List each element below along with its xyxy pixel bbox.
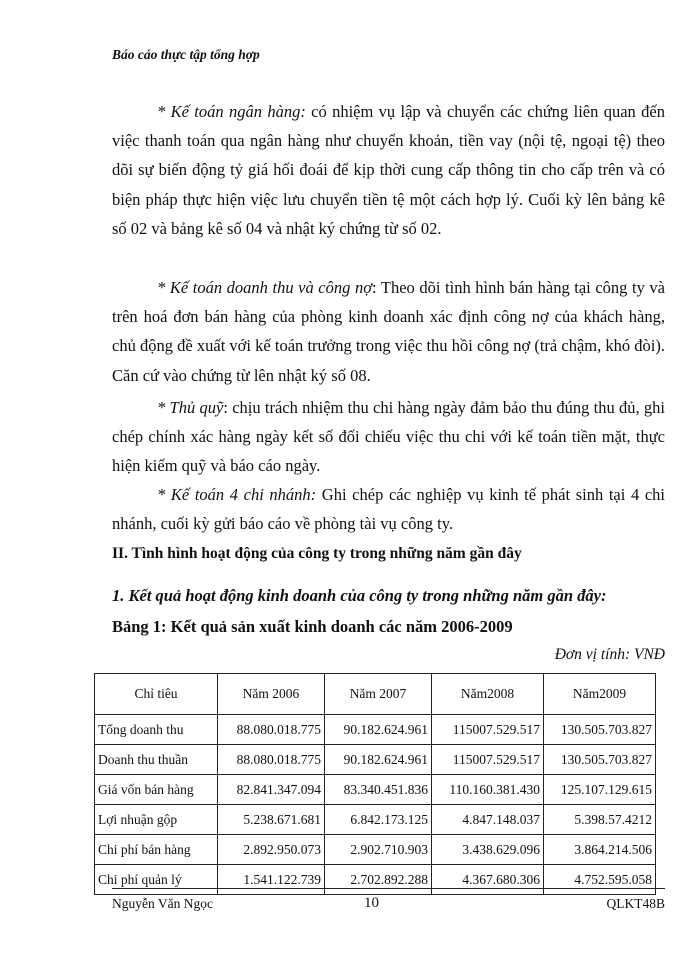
table-cell: 110.160.381.430 bbox=[432, 775, 544, 805]
table-cell: 4.847.148.037 bbox=[432, 805, 544, 835]
table-cell: 82.841.347.094 bbox=[218, 775, 325, 805]
table-cell: 5.238.671.681 bbox=[218, 805, 325, 835]
running-header: Báo cáo thực tập tổng hợp bbox=[112, 47, 260, 62]
page-number: 10 bbox=[364, 895, 379, 911]
table-cell: 1.541.122.739 bbox=[218, 865, 325, 895]
paragraph-revenue-accountant bbox=[112, 273, 665, 390]
table-cell: 3.864.214.506 bbox=[544, 835, 656, 865]
table-cell: 115007.529.517 bbox=[432, 745, 544, 775]
table-row bbox=[95, 835, 656, 865]
footer-divider bbox=[112, 888, 665, 889]
unit-label: Đơn vị tính: VNĐ bbox=[554, 646, 665, 663]
table-cell: 125.107.129.615 bbox=[544, 775, 656, 805]
paragraph-lead: * Thủ quỹ bbox=[157, 398, 224, 417]
paragraph-text: : chịu trách nhiệm thu chi hàng ngày đảm bảo thu đúng thu đủ, ghi chép chính xác hàng ngày kết số đối chiếu việc thu chi với kế toán tiền mặt, thực hiện kiểm quỹ và báo cáo ngày. bbox=[112, 398, 666, 476]
table-row bbox=[95, 805, 656, 835]
header-cell: Năm2008 bbox=[432, 674, 544, 715]
paragraph-lead: * Kế toán 4 chi nhánh: bbox=[157, 485, 317, 504]
table-cell: 3.438.629.096 bbox=[432, 835, 544, 865]
table-cell: Tổng doanh thu bbox=[95, 715, 218, 745]
paragraph-cashier bbox=[112, 393, 665, 481]
table-row bbox=[95, 715, 656, 745]
paragraph-text: có nhiệm vụ lập và chuyển các chứng liên quan đến việc thanh toán qua ngân hàng như chuyển khoản, tiền vay (nội tệ, ngoại tệ) theo dõi sự biến động tỷ giá hối đoái để kịp thời cung cấp thông tin cho cấp trên và có biện pháp thực hiện việc lưu chuyển tiền tệ một cách hợp lý. Cuối kỳ lên bảng kê số 02 và bảng kê số 04 và nhật ký chứng từ số 02. bbox=[112, 102, 665, 238]
footer-class: QLKT48B bbox=[606, 896, 665, 911]
table-cell: 83.340.451.836 bbox=[325, 775, 432, 805]
table-cell: Lợi nhuận gộp bbox=[95, 805, 218, 835]
table-cell: 88.080.018.775 bbox=[218, 745, 325, 775]
table-cell: 2.892.950.073 bbox=[218, 835, 325, 865]
table-row bbox=[95, 745, 656, 775]
table-cell: 2.702.892.288 bbox=[325, 865, 432, 895]
table-cell: 6.842.173.125 bbox=[325, 805, 432, 835]
table-cell: 5.398.57.4212 bbox=[544, 805, 656, 835]
table-cell: 130.505.703.827 bbox=[544, 745, 656, 775]
paragraph-text: Ghi chép các nghiệp vụ kinh tế phát sinh tại 4 chi nhánh, cuối kỳ gửi báo cáo về phòng tài vụ công ty. bbox=[112, 485, 665, 534]
section-heading: II. Tình hình hoạt động của công ty trong những năm gần đây bbox=[112, 545, 522, 562]
table-cell: 115007.529.517 bbox=[432, 715, 544, 745]
table-cell: 88.080.018.775 bbox=[218, 715, 325, 745]
paragraph-text: : Theo dõi tình hình bán hàng tại công ty và trên hoá đơn bán hàng của phòng kinh doanh xác định công nợ của khách hàng, chủ động đề xuất với kế toán trưởng trong việc thu hồi công nợ (trả chậm, khó đòi). Căn cứ vào chứng từ lên nhật ký số 08. bbox=[112, 278, 665, 385]
table-cell: 90.182.624.961 bbox=[325, 745, 432, 775]
table-cell: 2.902.710.903 bbox=[325, 835, 432, 865]
table-row bbox=[95, 865, 656, 895]
paragraph-branch-accountant bbox=[112, 480, 665, 538]
table-cell: Doanh thu thuần bbox=[95, 745, 218, 775]
table-cell: Chi phí bán hàng bbox=[95, 835, 218, 865]
table-row bbox=[95, 775, 656, 805]
paragraph-lead: * Kế toán ngân hàng: bbox=[157, 102, 306, 121]
table-cell: 130.505.703.827 bbox=[544, 715, 656, 745]
paragraph-lead: * Kế toán doanh thu và công nợ bbox=[157, 278, 373, 297]
table-header-row bbox=[95, 674, 656, 715]
table-title: Bảng 1: Kết quả sản xuất kinh doanh các năm 2006-2009 bbox=[112, 617, 513, 636]
subsection-heading: 1. Kết quả hoạt động kinh doanh của công ty trong những năm gần đây: bbox=[112, 586, 607, 605]
table-cell: 4.367.680.306 bbox=[432, 865, 544, 895]
header-cell: Năm2009 bbox=[544, 674, 656, 715]
results-table bbox=[94, 673, 656, 895]
table-cell: 4.752.595.058 bbox=[544, 865, 656, 895]
header-cell: Chỉ tiêu bbox=[95, 674, 218, 715]
table-cell: Giá vốn bán hàng bbox=[95, 775, 218, 805]
table-cell: Chi phí quản lý bbox=[95, 865, 218, 895]
footer-author: Nguyễn Văn Ngọc bbox=[112, 896, 213, 911]
paragraph-bank-accountant bbox=[112, 97, 665, 243]
header-cell: Năm 2006 bbox=[218, 674, 325, 715]
header-cell: Năm 2007 bbox=[325, 674, 432, 715]
table-cell: 90.182.624.961 bbox=[325, 715, 432, 745]
